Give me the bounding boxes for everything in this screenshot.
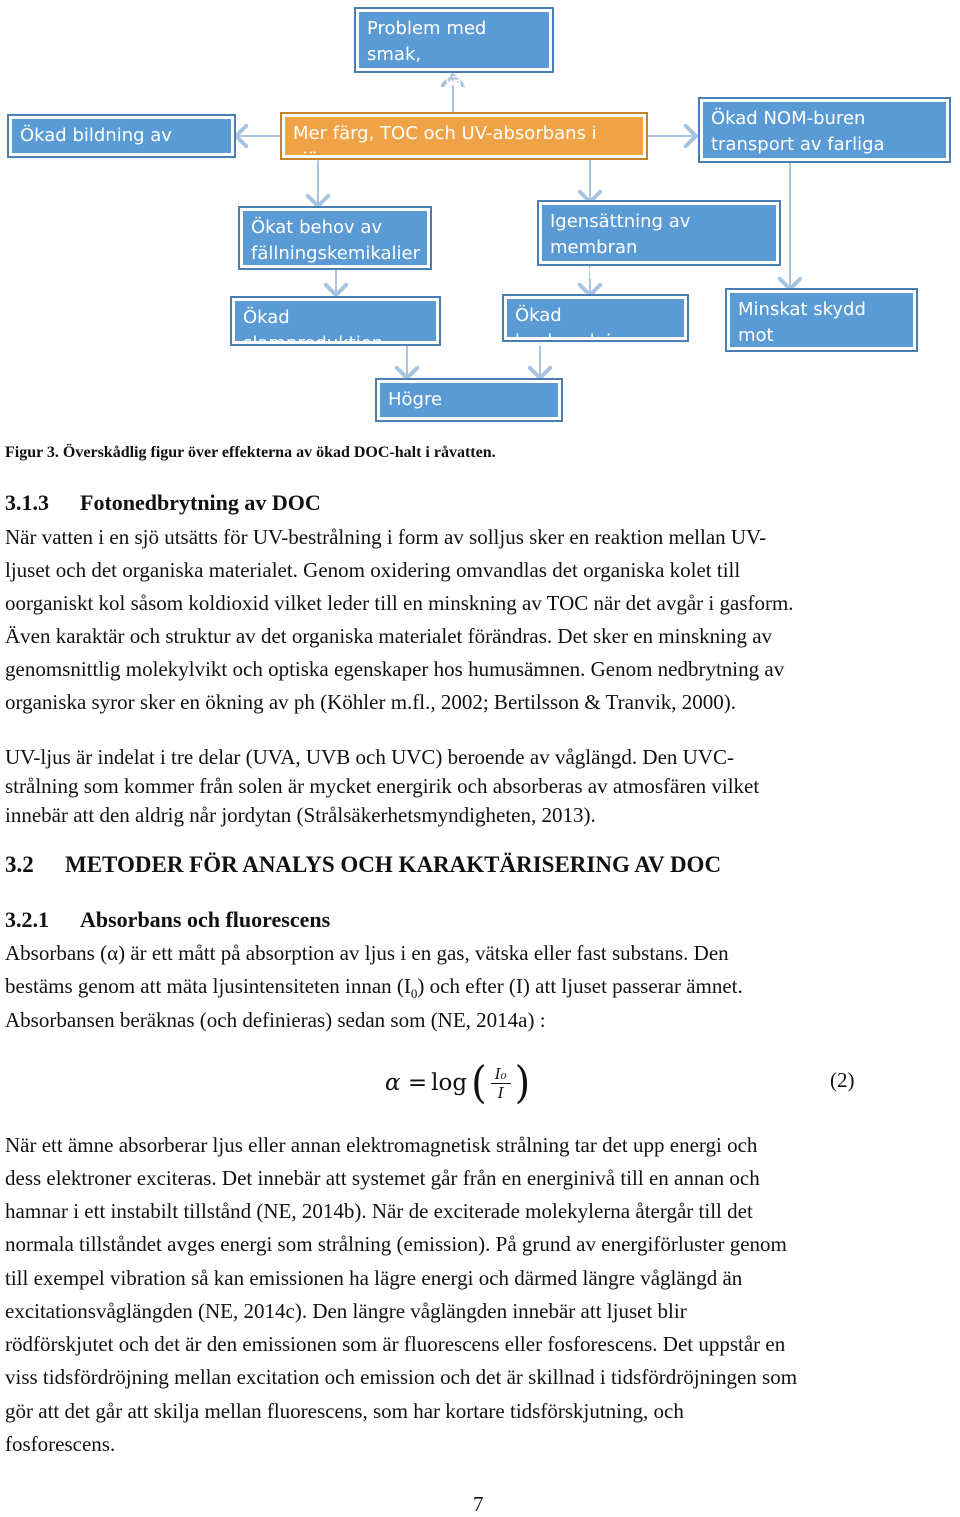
- paragraph-line: dess elektroner exciteras. Det innebär att systemet går från en energinivå till en annan och: [5, 1166, 760, 1190]
- paragraph-line: gör att det går att skilja mellan fluorescens, som har kortare tidsförskjutning, och: [5, 1399, 684, 1423]
- subscript: 0: [410, 986, 418, 1002]
- section-title: METODER FÖR ANALYS OCH KARAKTÄRISERING AV DOC: [65, 852, 722, 877]
- equation-lhs: α =: [385, 1070, 428, 1096]
- page-number: 7: [473, 1492, 484, 1516]
- section-number: 3.2: [5, 852, 34, 877]
- left-paren: (: [471, 1057, 487, 1109]
- paragraph-line: viss tidsfördröjning mellan excitation och emission och det är skillnad i tidsfördröjningen som: [5, 1365, 798, 1389]
- box-slam-label: Ökad slamproduktion: [243, 307, 384, 354]
- text-part: bestäms genom att mäta ljusintensiteten innan (I: [5, 974, 411, 998]
- paragraph-line: hamnar i ett instabilt tillstånd (NE, 2014b). När de exciterade molekylerna återgår till det: [5, 1199, 753, 1223]
- equation-number: (2): [830, 1068, 855, 1092]
- equation-fraction: [491, 1065, 511, 1102]
- box-problem-label: Problem med smak, lukt och färg: [367, 18, 487, 91]
- paragraph-line: rödförskjutet och det är den emissionen som är fluorescens eller fosforescens. Det uppstår en: [5, 1332, 786, 1356]
- section-number: 3.2.1: [5, 907, 49, 932]
- section-heading-313: [5, 490, 321, 516]
- box-membran-label: Igensättning av membran och filter: [550, 211, 691, 284]
- box-center: [282, 114, 646, 170]
- section-title: Absorbans och fluorescens: [80, 907, 331, 932]
- paragraph-line: ljuset och det organiska materialet. Genom oxidering omvandlas det organiska kolet till: [5, 558, 741, 582]
- paragraph-line: innebär att den aldrig når jordytan (Strålsäkerhetsmyndigheten, 2013).: [5, 803, 596, 827]
- section-heading-321: [5, 907, 330, 933]
- paragraph-line: Absorbans (α) är ett mått på absorption av ljus i en gas, vätska eller fast substans. Den: [5, 941, 729, 965]
- paragraph-line: Absorbansen beräknas (och definieras) sedan som (NE, 2014a) :: [5, 1008, 546, 1032]
- box-dbp: [9, 116, 234, 172]
- paragraph-line: genomsnittlig molekylvikt och optiska egenskaper hos humusämnen. Genom nedbrytning av: [5, 657, 785, 681]
- paragraph-line: excitationsvåglängden (NE, 2014c). Den längre våglängden innebär att ljuset blir: [5, 1299, 687, 1323]
- fraction-numerator: I₀: [494, 1064, 507, 1083]
- box-fallning: [240, 208, 430, 268]
- paragraph-line: När ett ämne absorberar ljus eller annan elektromagnetisk strålning tar det upp energi och: [5, 1133, 758, 1157]
- doc-effects-diagram: [0, 0, 960, 436]
- paragraph-line: fosforescens.: [5, 1432, 116, 1456]
- equation: [385, 1057, 531, 1109]
- section-number: 3.1.3: [5, 490, 49, 515]
- box-backspolning-label: Ökad backspolning: [515, 305, 634, 352]
- box-drift-label: Högre driftkostnad: [388, 389, 496, 436]
- right-paren: ): [514, 1057, 531, 1109]
- box-drift: [377, 380, 561, 436]
- box-nom: [700, 99, 949, 181]
- paragraph-line: UV-ljus är indelat i tre delar (UVA, UVB och UVC) beroende av våglängd. Den UVC-: [5, 745, 734, 769]
- box-skydd: [727, 290, 916, 372]
- fraction-denominator: I: [497, 1083, 504, 1102]
- box-fallning-label: Ökat behov av fällningskemikalier: [251, 217, 420, 264]
- paragraph-line: Även karaktär och struktur av det organiska materialet förändras. Det sker en minskning av: [5, 624, 773, 648]
- box-skydd-label: Minskat skydd mot föroreningar: [738, 299, 866, 372]
- box-nom-label: Ökad NOM-buren transport av farliga ämnen: [711, 108, 885, 181]
- box-problem: [356, 9, 552, 91]
- section-title: Fotonedbrytning av DOC: [80, 490, 321, 515]
- paragraph-line: organiska syror sker en ökning av ph (Köhler m.fl., 2002; Bertilsson & Tranvik, 2000).: [5, 690, 737, 714]
- box-slam: [232, 298, 439, 354]
- paragraph-line: När vatten i en sjö utsätts för UV-bestrålning i form av solljus sker en reaktion mellan UV-: [5, 525, 767, 549]
- equation-function: log: [431, 1070, 468, 1096]
- paragraph-line: strålning som kommer från solen är mycket energirik och absorberas av atmosfären vilket: [5, 774, 760, 798]
- paragraph-line: normala tillståndet avges energi som strålning (emission). På grund av energiförluster genom: [5, 1232, 787, 1256]
- figure-caption: Figur 3. Överskådlig figur över effekterna av ökad DOC-halt i råvatten.: [5, 444, 496, 461]
- paragraph-line: till exempel vibration så kan emissionen ha lägre energi och därmed längre våglängd än: [5, 1266, 743, 1290]
- text-part: ) och efter (I) att ljuset passerar ämnet.: [417, 974, 743, 998]
- box-membran: [539, 202, 779, 284]
- section-heading-32: [5, 852, 721, 878]
- box-backspolning: [504, 296, 687, 352]
- box-center-label: Mer färg, TOC och UV-absorbans i sjöar: [293, 123, 597, 170]
- box-dbp-label: Ökad bildning av DBP:s: [20, 125, 172, 172]
- paragraph-line: oorganiskt kol såsom koldioxid vilket leder till en minskning av TOC när det avgår i gasform.: [5, 591, 794, 615]
